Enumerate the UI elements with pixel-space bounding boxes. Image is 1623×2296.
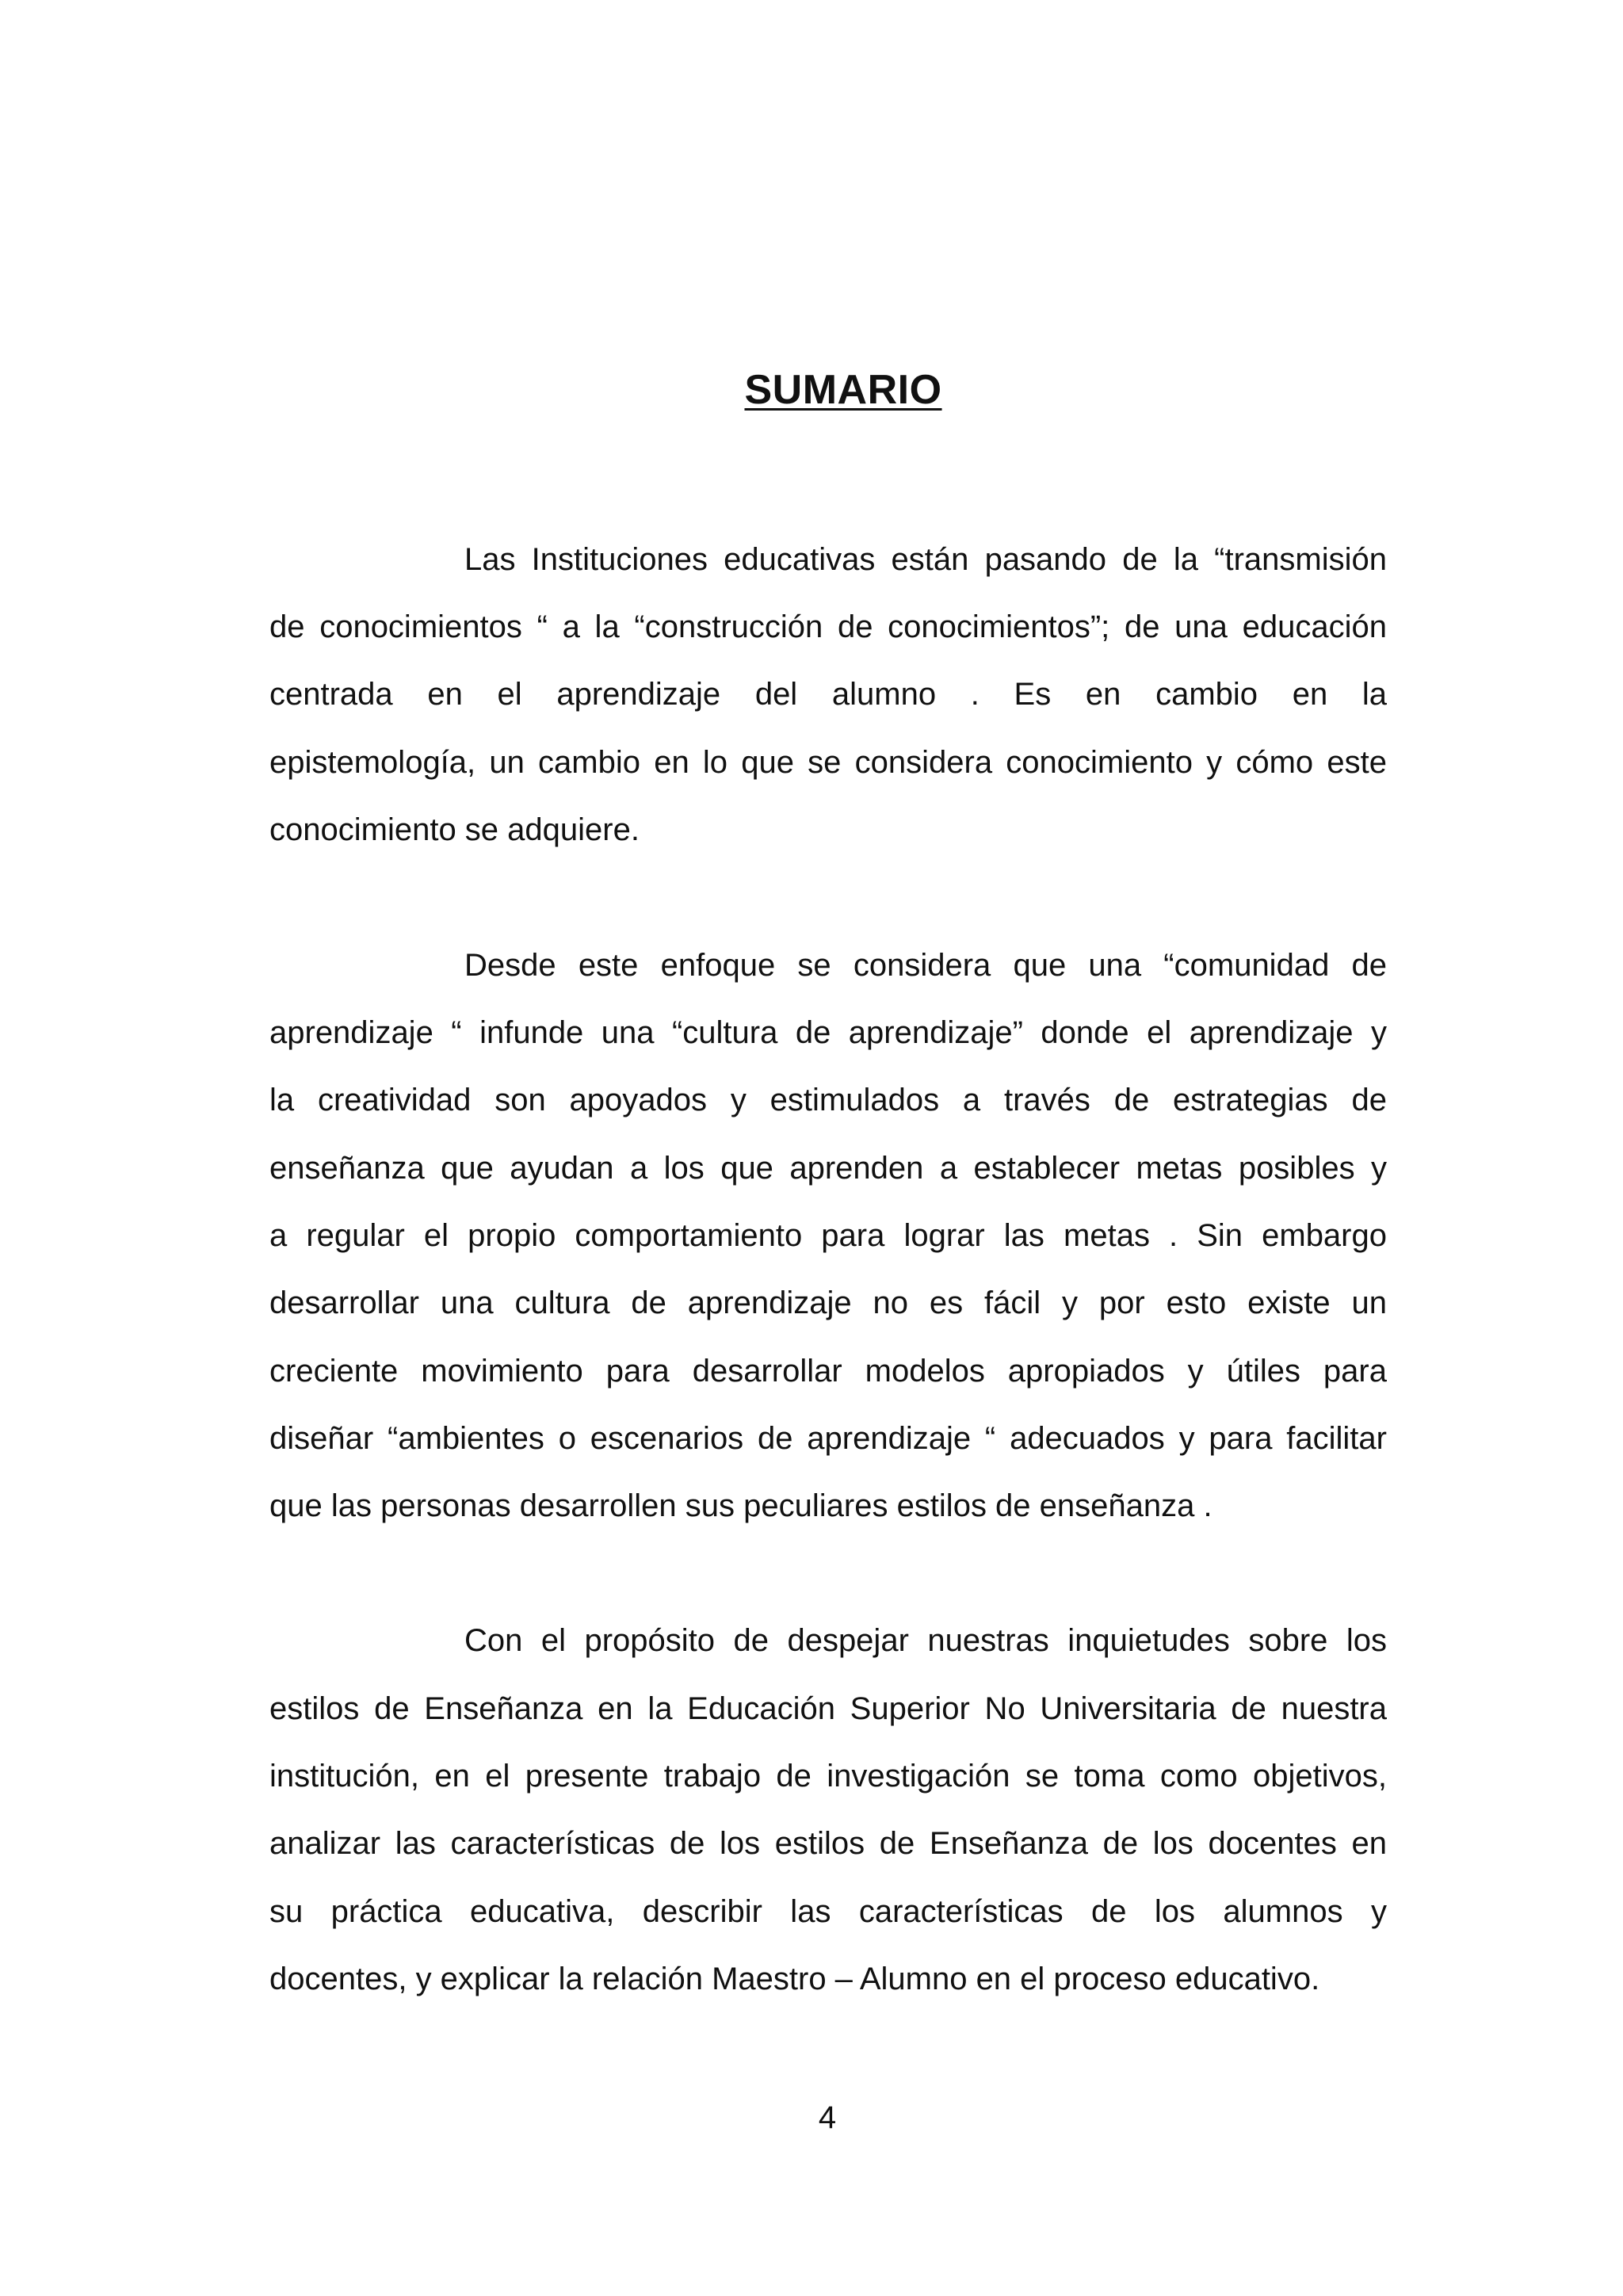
paragraph-2-line-1: Desde este enfoque se considera que una “comunidad de [464, 948, 1387, 983]
paragraph-3-line-3: institución, en el presente trabajo de investigación se toma como objetivos, [269, 1759, 1387, 1794]
paragraph-2-line-5: a regular el propio comportamiento para lograr las metas . Sin embargo [269, 1218, 1387, 1253]
paragraph-2-line-4: enseñanza que ayudan a los que aprenden a establecer metas posibles y [269, 1151, 1387, 1186]
paragraph-3-line-2: estilos de Enseñanza en la Educación Superior No Universitaria de nuestra [269, 1691, 1387, 1726]
paragraph-1-line-5: conocimiento se adquiere. [269, 812, 640, 847]
paragraph-2-line-7: creciente movimiento para desarrollar modelos apropiados y útiles para [269, 1354, 1387, 1389]
page-title-text: SUMARIO [744, 367, 942, 413]
paragraph-1-line-4: epistemología, un cambio en lo que se considera conocimiento y cómo este [269, 745, 1387, 780]
page-number [0, 2100, 1623, 2136]
paragraph-2-line-9: que las personas desarrollen sus peculiares estilos de enseñanza . [269, 1488, 1212, 1523]
paragraph-2-line-8: diseñar “ambientes o escenarios de aprendizaje “ adecuados y para facilitar [269, 1421, 1387, 1456]
paragraph-3-line-1: Con el propósito de despejar nuestras inquietudes sobre los [464, 1623, 1387, 1658]
page-number-text: 4 [818, 2100, 837, 2135]
paragraph-3-line-5: su práctica educativa, describir las características de los alumnos y [269, 1894, 1387, 1929]
paragraph-2-line-3: la creatividad son apoyados y estimulados a través de estrategias de [269, 1083, 1387, 1117]
paragraph-3-line-6: docentes, y explicar la relación Maestro – Alumno en el proceso educativo. [269, 1962, 1320, 1996]
paragraph-2-line-2: aprendizaje “ infunde una “cultura de aprendizaje” donde el aprendizaje y [269, 1015, 1387, 1050]
page-title [0, 366, 1623, 414]
paragraph-1-line-1: Las Instituciones educativas están pasando de la “transmisión [464, 542, 1387, 577]
paragraph-3-line-4: analizar las características de los estilos de Enseñanza de los docentes en [269, 1826, 1387, 1861]
paragraph-1-line-3: centrada en el aprendizaje del alumno . Es en cambio en la [269, 677, 1387, 712]
paragraph-2-line-6: desarrollar una cultura de aprendizaje no es fácil y por esto existe un [269, 1286, 1387, 1320]
paragraph-1-line-2: de conocimientos “ a la “construcción de conocimientos”; de una educación [269, 609, 1387, 644]
